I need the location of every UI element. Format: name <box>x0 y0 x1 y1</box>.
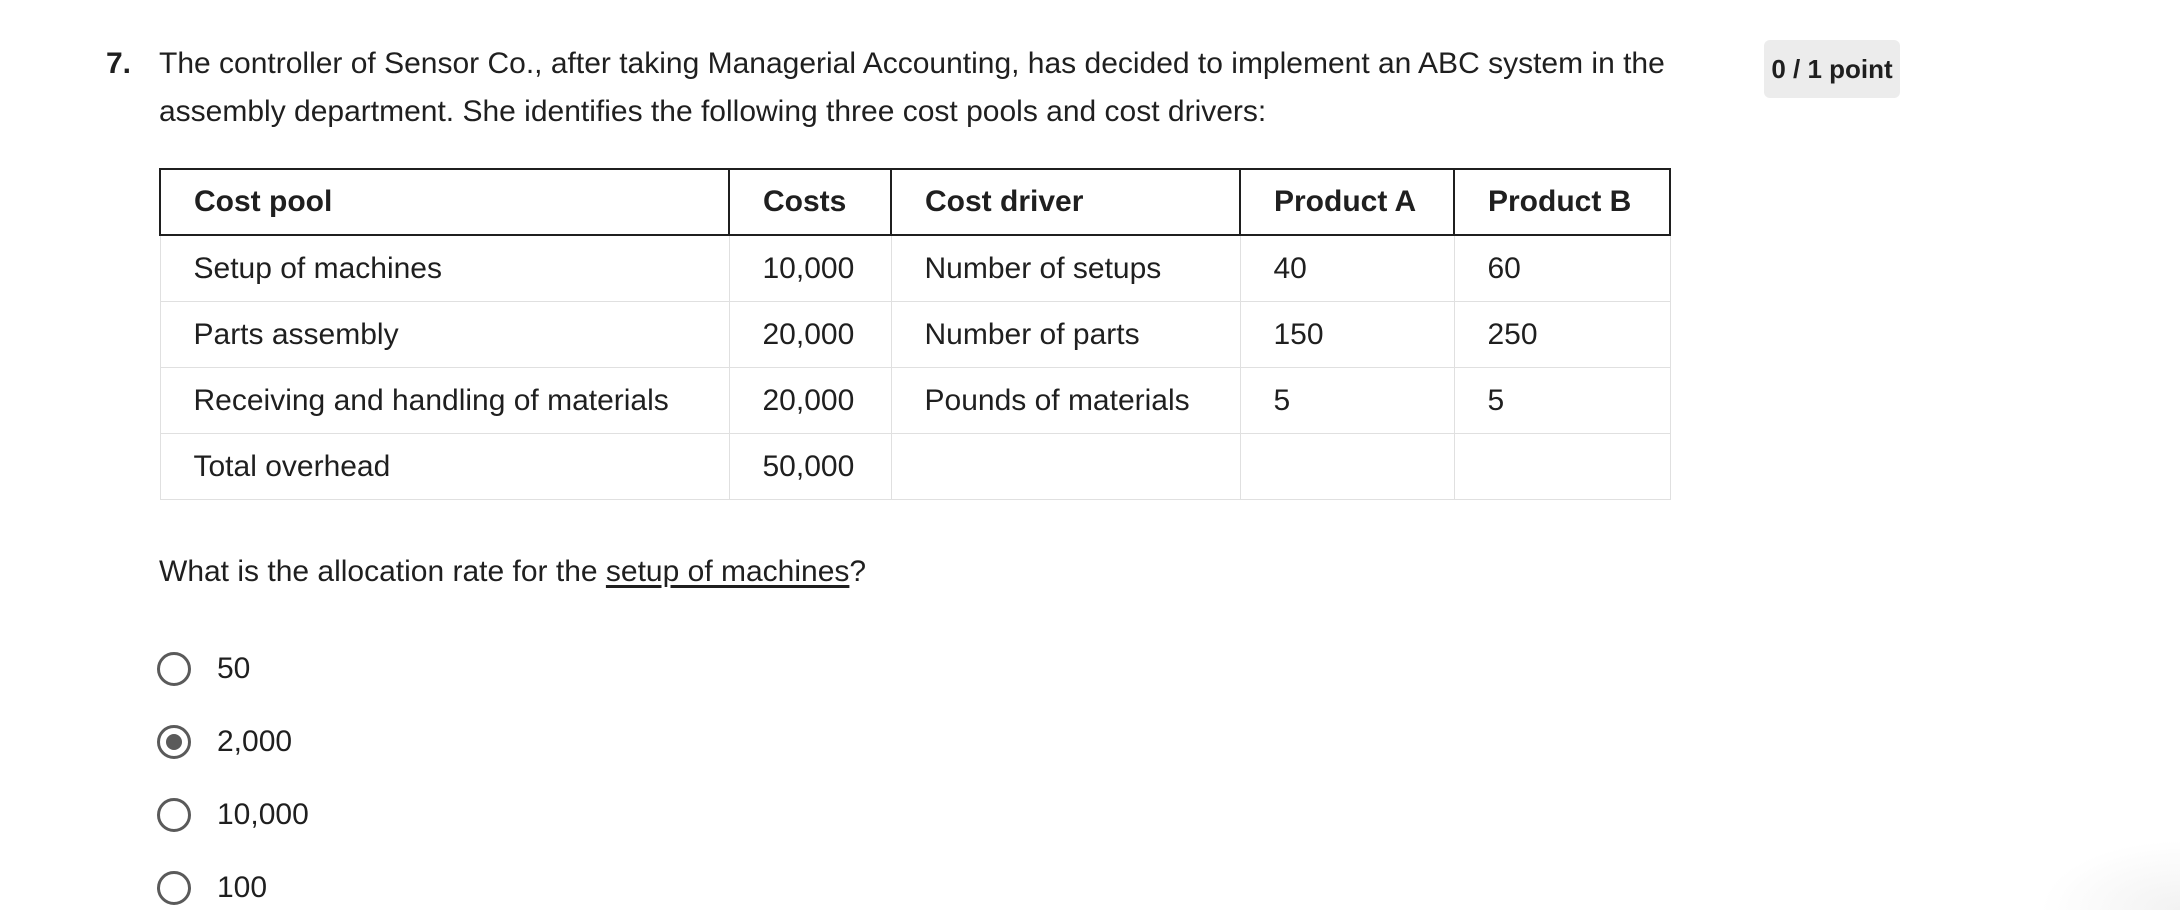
column-header-cost-pool: Cost pool <box>160 169 729 235</box>
cell-costs: 20,000 <box>729 302 891 368</box>
option-label: 2,000 <box>217 724 293 758</box>
question-prompt <box>159 548 866 596</box>
cell-cost-driver <box>891 434 1240 500</box>
cell-costs: 10,000 <box>729 235 891 302</box>
cell-cost-pool: Total overhead <box>160 434 729 500</box>
question-text: The controller of Sensor Co., after taking Managerial Accounting, has decided to implement an ABC system in the assembly department. She identifies the following three cost pools and cost drivers: <box>159 47 1665 128</box>
prompt-text: What is the allocation rate for the <box>159 555 606 588</box>
points-badge: 0 / 1 point <box>1764 40 1900 98</box>
radio-button[interactable] <box>157 871 191 905</box>
question-number: 7. <box>106 47 132 80</box>
cell-cost-driver: Pounds of materials <box>891 368 1240 434</box>
column-header-costs: Costs <box>729 169 891 235</box>
radio-button-selected[interactable] <box>157 725 191 759</box>
cell-product-a: 150 <box>1240 302 1454 368</box>
table-row <box>160 302 1670 368</box>
radio-button[interactable] <box>157 652 191 686</box>
answer-option[interactable] <box>157 705 309 778</box>
prompt-underlined-term: setup of machines <box>605 555 850 588</box>
table-row <box>160 235 1670 302</box>
question-block <box>106 40 1686 136</box>
cell-cost-pool: Receiving and handling of materials <box>160 368 729 434</box>
table-row <box>160 434 1670 500</box>
cell-cost-pool: Parts assembly <box>160 302 729 368</box>
table-header-row <box>160 169 1670 235</box>
cell-product-b: 5 <box>1454 368 1670 434</box>
option-label: 50 <box>217 651 251 685</box>
column-header-cost-driver: Cost driver <box>891 169 1240 235</box>
table-row <box>160 368 1670 434</box>
cell-product-b <box>1454 434 1670 500</box>
answer-option[interactable] <box>157 632 309 705</box>
cell-product-a: 5 <box>1240 368 1454 434</box>
answer-option[interactable] <box>157 851 309 910</box>
answer-option[interactable] <box>157 778 309 851</box>
cell-costs: 50,000 <box>729 434 891 500</box>
option-label: 100 <box>217 870 268 904</box>
cost-pool-table <box>159 168 1671 500</box>
question-header <box>106 40 1686 136</box>
cell-product-a: 40 <box>1240 235 1454 302</box>
cell-cost-driver: Number of parts <box>891 302 1240 368</box>
cell-product-b: 60 <box>1454 235 1670 302</box>
option-label: 10,000 <box>217 797 309 831</box>
corner-shadow <box>2040 840 2180 910</box>
cell-costs: 20,000 <box>729 368 891 434</box>
column-header-product-b: Product B <box>1454 169 1670 235</box>
answer-options <box>157 632 309 910</box>
cell-cost-driver: Number of setups <box>891 235 1240 302</box>
cell-product-a <box>1240 434 1454 500</box>
radio-button[interactable] <box>157 798 191 832</box>
prompt-end: ? <box>849 555 867 588</box>
cell-cost-pool: Setup of machines <box>160 235 729 302</box>
cell-product-b: 250 <box>1454 302 1670 368</box>
column-header-product-a: Product A <box>1240 169 1454 235</box>
